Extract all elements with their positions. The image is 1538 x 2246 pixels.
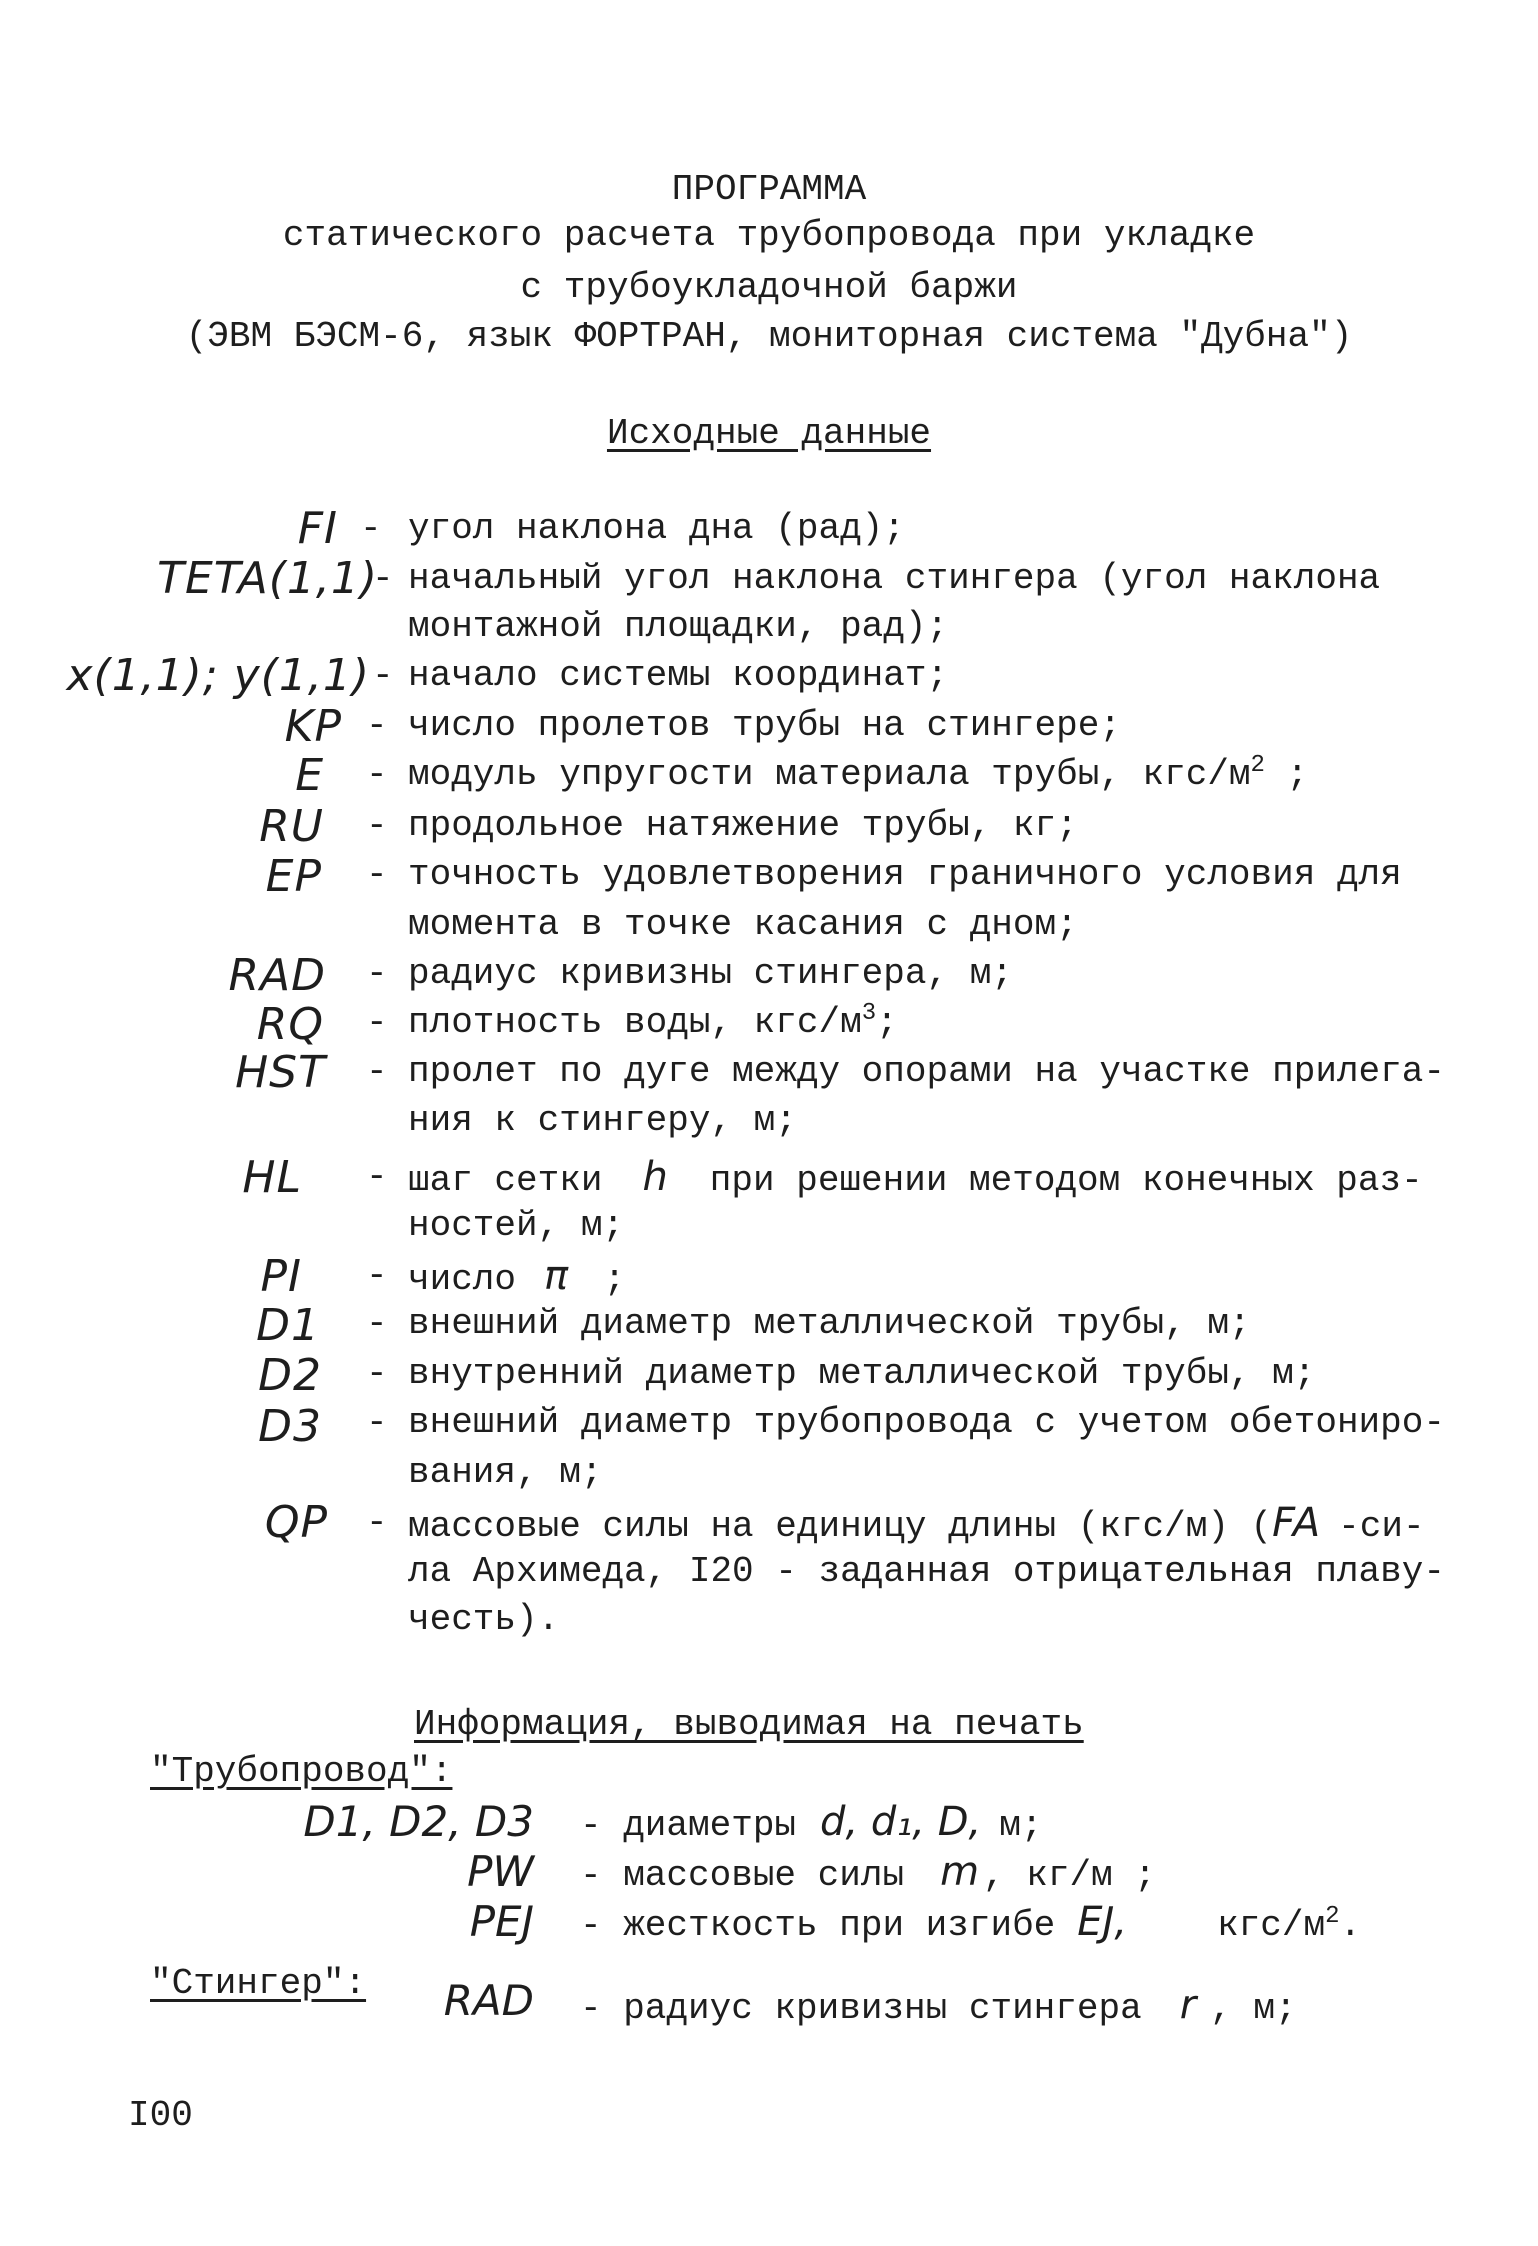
item-rq-text: плотность воды, кгс/$м^3$; (408, 1000, 898, 1043)
symbol-hst: HST (235, 1047, 326, 1098)
fa-symbol: FA (1272, 1500, 1321, 1546)
symbol-d3: D3 (258, 1401, 322, 1452)
item-qp-text-2: ла Архимеда, I20 - заданная отрицательная плаву- (408, 1551, 1445, 1592)
dash: - (366, 1255, 388, 1296)
item-d2-text: внутренний диаметр металлической трубы, м; (408, 1353, 1316, 1394)
pi-symbol: π (544, 1253, 569, 1299)
symbol-fi: FI (297, 503, 338, 554)
symbol-xy: x(1,1); y(1,1) (66, 650, 370, 701)
radius-math: r (1179, 1982, 1197, 2028)
item-pi-text: число π ; (408, 1253, 626, 1300)
symbol-kp: KP (284, 701, 342, 752)
item-ru-text: продольное натяжение трубы, кг; (408, 805, 1078, 846)
symbol-ep: EP (265, 851, 322, 902)
symbol-pi: PI (260, 1251, 302, 1302)
symbol-pw: PW (467, 1847, 534, 1896)
page-number: I00 (128, 2095, 193, 2136)
item-e-text: модуль упругости материала трубы, кгс/$м^2$ ; (408, 752, 1309, 795)
pipeline-diameters-text: - диаметры d, d₁, D, м; (580, 1799, 1043, 1846)
stinger-radius-text: - радиус кривизны стингера r , м; (580, 1982, 1297, 2029)
item-xy-text: начало системы координат; (408, 655, 949, 696)
output-heading: Информация, выводимая на печать (414, 1704, 1084, 1745)
item-d3-text-2: вания, м; (408, 1452, 603, 1493)
item-rad-text: радиус кривизны стингера, м; (408, 953, 1013, 994)
item-hl-text-2: ностей, м; (408, 1205, 625, 1246)
item-teta-text-2: монтажной площадки, рад); (408, 606, 949, 647)
dash: - (366, 705, 388, 746)
symbol-d2: D2 (258, 1350, 322, 1401)
symbol-teta: TETA(1,1) (157, 553, 378, 604)
subtitle-line-2: с трубоукладочной баржи (520, 267, 1018, 308)
item-hl-text-1: шаг сетки h при решении методом конечных раз- (408, 1154, 1423, 1201)
page-title: ПРОГРАММА (671, 169, 867, 210)
dash: - (366, 805, 388, 846)
dash: - (366, 1502, 388, 1543)
item-hst-text-1: пролет по дуге между опорами на участке прилега- (408, 1051, 1445, 1092)
h-symbol: h (642, 1154, 668, 1200)
subtitle-line-1: статического расчета трубопровода при укладке (282, 215, 1256, 256)
item-qp-text-3: честь). (408, 1599, 560, 1640)
dash: - (366, 1156, 388, 1197)
dash: - (366, 953, 388, 994)
item-qp-text-1: массовые силы на единицу длины (кгс/м) (FA -си- (408, 1500, 1425, 1547)
symbol-rq: RQ (256, 999, 324, 1050)
item-ep-text-2: момента в точке касания с дном; (408, 904, 1078, 945)
input-data-heading: Исходные данные (606, 413, 932, 454)
item-ep-text-1: точность удовлетворения граничного условия для (408, 854, 1402, 895)
symbol-qp: QP (264, 1497, 328, 1548)
dash: - (366, 1051, 388, 1092)
item-hst-text-2: ния к стингеру, м; (408, 1100, 797, 1141)
pipeline-mass-text: - массовые силы m , кг/м ; (580, 1849, 1156, 1896)
dash: - (366, 1303, 388, 1344)
symbol-e: E (295, 750, 324, 801)
diameters-math: d, d₁, D, (820, 1799, 982, 1845)
symbol-d123: D1, D2, D3 (303, 1797, 534, 1846)
dash: - (366, 1353, 388, 1394)
pipeline-label: "Трубопровод": (150, 1751, 453, 1792)
stinger-label: "Стингер": (150, 1963, 367, 2004)
item-d3-text-1: внешний диаметр трубопровода с учетом обетониро- (408, 1402, 1445, 1443)
symbol-rad-out: RAD (443, 1976, 534, 2025)
symbol-pej: PEJ (469, 1897, 534, 1946)
subtitle-line-3: (ЭВМ БЭСМ-6, язык ФОРТРАН, мониторная система "Дубна") (185, 316, 1353, 357)
dash: - (366, 1402, 388, 1443)
item-kp-text: число пролетов трубы на стингере; (408, 705, 1121, 746)
item-d1-text: внешний диаметр металлической трубы, м; (408, 1303, 1251, 1344)
dash: - (366, 854, 388, 895)
stiffness-math: EJ, (1077, 1899, 1128, 1945)
symbol-rad: RAD (228, 950, 326, 1001)
dash: - (372, 558, 394, 599)
symbol-d1: D1 (256, 1300, 320, 1351)
mass-math: m (940, 1849, 980, 1895)
symbol-hl: HL (242, 1152, 302, 1203)
dash: - (366, 1002, 388, 1043)
pipeline-stiffness-text: - жесткость при изгибе EJ, кгс/$м^2$. (580, 1899, 1362, 1946)
symbol-ru: RU (259, 801, 324, 852)
dash: - (360, 508, 382, 549)
item-teta-text-1: начальный угол наклона стингера (угол наклона (408, 558, 1381, 599)
dash: - (372, 655, 394, 696)
dash: - (366, 754, 388, 795)
item-fi-text: угол наклона дна (рад); (408, 508, 905, 549)
